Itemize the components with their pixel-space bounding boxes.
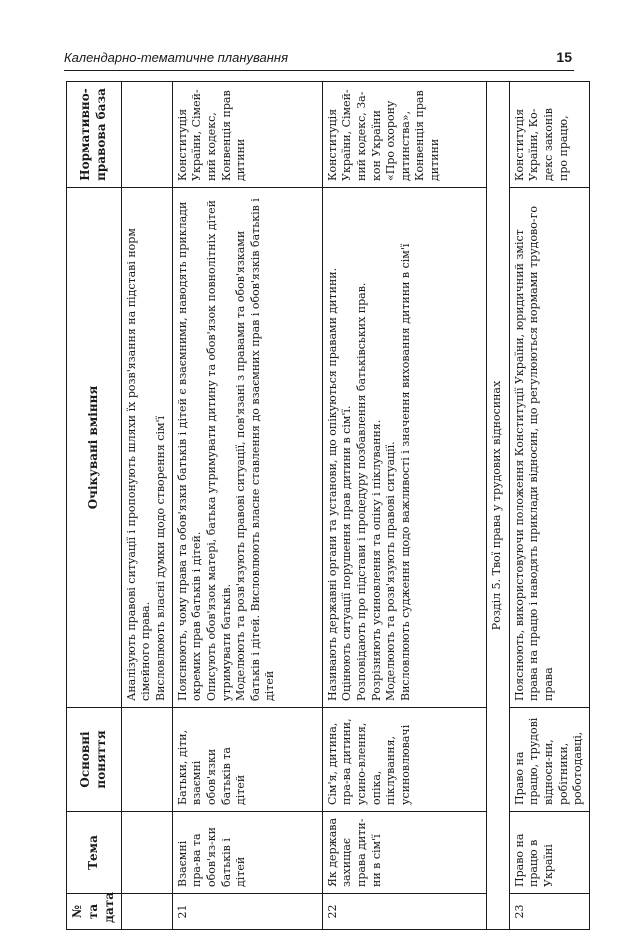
- section-row: [486, 82, 509, 930]
- page-number: 15: [556, 49, 572, 65]
- rotated-table: [66, 82, 585, 930]
- skill-item: Моделюють та розв'язують правові ситуації, пов'язані з правами та обов'язками батьків і дітей. Висловлюють власне ставлення до взаємних прав і обов'язків батьків і дітей: [234, 198, 277, 701]
- row-law: Конституція України, Сімей-ний кодекс, За-кон України «Про охорону дитинства», Конвенція прав дитини: [322, 82, 486, 188]
- table-region: [66, 82, 585, 930]
- column-header-skills: Очікувані вміння: [67, 188, 122, 708]
- skill-item: Моделюють та розв'язують правові ситуації.: [384, 441, 398, 701]
- column-header-topic: Тема: [67, 812, 122, 894]
- table-row: [172, 82, 322, 930]
- row-skills: [172, 188, 322, 708]
- row-topic: Як держава захищає права дити-ни в сім'ї: [322, 812, 486, 894]
- skill-item: Висловлюють власні думки щодо створення сім'ї: [154, 415, 168, 701]
- row-concepts: Батьки, діти, взаємні обов'язки батьків та дітей: [172, 708, 322, 812]
- skill-item: Висловлюють судження щодо важливості і значення виховання дитини в сім'ї: [398, 243, 412, 701]
- table-row: [121, 82, 172, 930]
- row-concepts: [121, 708, 172, 812]
- skill-item: Оцінюють ситуації порушення прав дитини в сім'ї.: [340, 405, 354, 701]
- row-number: 21: [172, 894, 322, 930]
- running-title: Календарно-тематичне планування: [64, 50, 289, 65]
- row-law: Конституція України, Ко-декс законів про працю,: [509, 82, 589, 188]
- column-header-law: Нормативно-правова база: [67, 82, 122, 188]
- table-header-row: [67, 82, 122, 930]
- column-header-concepts: Основні поняття: [67, 708, 122, 812]
- skill-item: Аналізують правові ситуації і пропонують шляхи їх розв'язання на підставі норм сімейного права.: [124, 228, 153, 701]
- skill-item: Розрізняють усиновлення та опіку і піклування.: [369, 419, 383, 701]
- table-row: [322, 82, 486, 930]
- table-row: [509, 82, 589, 930]
- row-concepts: Сім'я, дитина, пра-ва дитини, усино-влення, опіка, піклування, усиновлювачі: [322, 708, 486, 812]
- row-skills: [322, 188, 486, 708]
- skill-item: Пояснюють, чому права та обов'язки батьків і дітей є взаємними, наводять приклади окремих прав батьків і дітей.: [175, 201, 204, 701]
- skill-item: Називають державні органи та установи, що опікуються правами дитини.: [325, 267, 339, 701]
- row-law: [121, 82, 172, 188]
- row-number: 22: [322, 894, 486, 930]
- row-number: [121, 894, 172, 930]
- planning-table: [66, 81, 590, 930]
- page-header: [64, 48, 574, 71]
- row-topic: [121, 812, 172, 894]
- skill-item: Розповідають про підстави і процедуру позбавлення батьківських прав.: [354, 282, 368, 701]
- section-heading: Розділ 5. Твої права у трудових відносинах: [486, 82, 509, 930]
- row-topic: Взаємні пра-ва та обов'яз-ки батьків і дітей: [172, 812, 322, 894]
- row-skills: [121, 188, 172, 708]
- row-topic: Право на працю в Україні: [509, 812, 589, 894]
- skill-item: Описують обов'язок матері, батька утримувати дитину та обов'язок повнолітніх дітей утримувати батьків.: [204, 200, 233, 701]
- row-skills: [509, 188, 589, 708]
- row-concepts: Право на працю, трудові відноси-ни, робітники, роботодавці,: [509, 708, 589, 812]
- skill-item: Пояснюють, використовуючи положення Конституції України, юридичний зміст права на працю і наводять приклади відносин, що регулюються нормами трудово-го права: [512, 206, 555, 701]
- row-number: 23: [509, 894, 589, 930]
- row-law: Конституція України, Сімей-ний кодекс, Конвенція прав дитини: [172, 82, 322, 188]
- column-header-number: № та дата: [67, 894, 122, 930]
